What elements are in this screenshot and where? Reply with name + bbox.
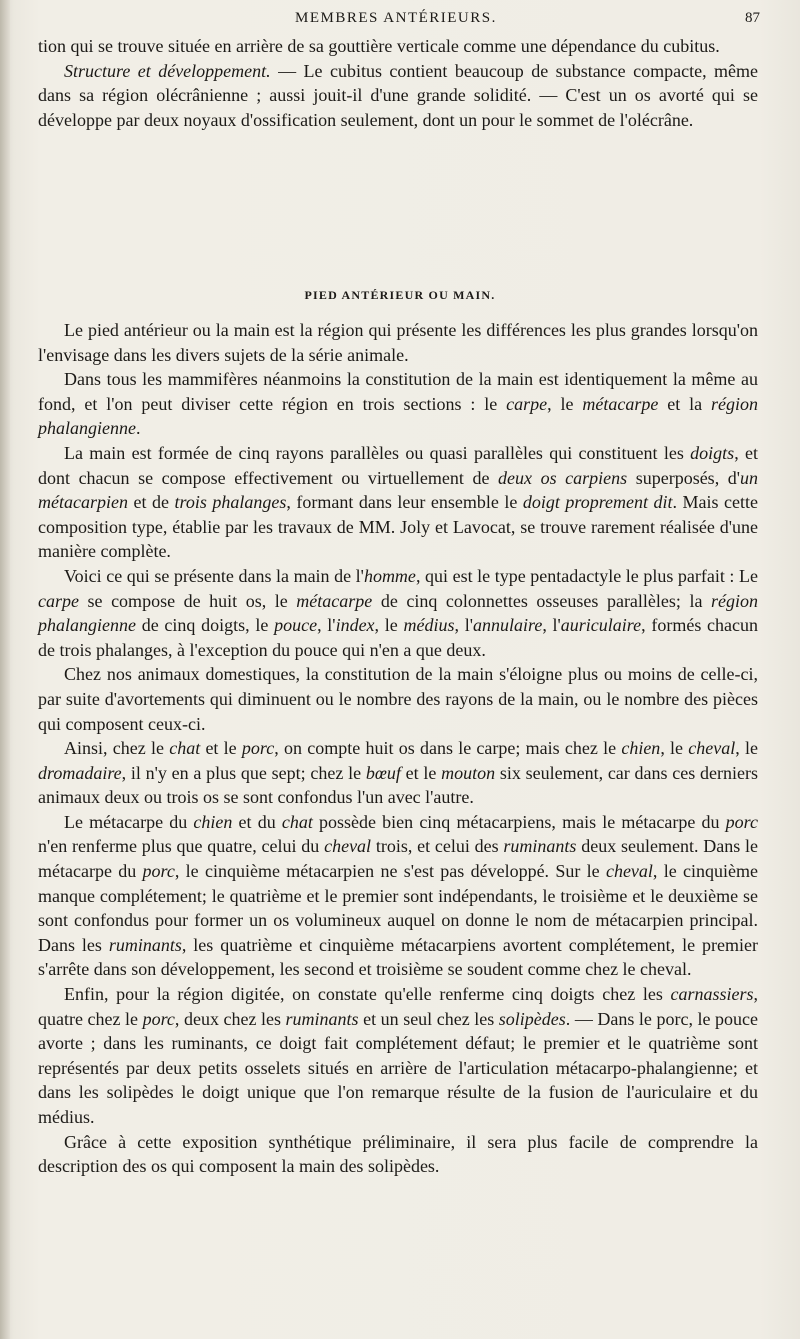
paragraph: Le métacarpe du chien et du chat possède bien cinq métacarpiens, mais le métacarpe du porc n'en renferme plus que quatre, celui du cheval trois, et celui des ruminants deux seulement. Dans le métacarpe du porc, le cinquième métacarpien ne s'est pas développé. Sur le cheval, le cinquième manque complétement; le quatrième et le premier sont indépendants, le troisième et le deuxième se sont confondus pour former un os volumineux auquel on donne le nom de métacarpien principal. Dans les ruminants, les quatrième et cinquième métacarpiens avortent complétement, le premier s'arrête dans son développement, les second et troisième se soudent comme chez le cheval. [38, 811, 759, 980]
paragraph: Ainsi, chez le chat et le porc, on compte huit os dans le carpe; mais chez le chien, le cheval, le dromadaire, il n'y en a plus que sept; chez le bœuf et le mouton six seulement, car dans ces derniers animaux deux ou trois os se sont confondus l'un avec l'autre. [38, 738, 758, 808]
page-number: 87 [745, 10, 760, 26]
paragraph: Enfin, pour la région digitée, on constate qu'elle renferme cinq doigts chez les carnassiers, quatre chez le porc, deux chez les ruminants et un seul chez les solipèdes. — Dans le porc, le pouce avorte ; dans les ruminants, ce doigt fait complétement défaut; le premier et le quatrième sont représentés par deux petits osselets situés en arrière de l'articulation métacarpo-phalangienne; et dans les solipèdes le doigt unique que l'on remarque résulte de la fusion de l'auriculaire et du médius. [38, 984, 759, 1127]
paragraph-text: tion qui se trouve située en arrière de sa gouttière verticale comme une dépendance du cubitus. [38, 36, 720, 56]
paragraph: Grâce à cette exposition synthétique préliminaire, il sera plus facile de comprendre la description des os qui composent la main des solipèdes. [38, 1131, 758, 1177]
paragraph [38, 34, 758, 59]
paragraph: Voici ce qui se présente dans la main de l'homme, qui est le type pentadactyle le plus parfait : Le carpe se compose de huit os, le métacarpe de cinq colonnettes osseuses parallèles; la région phalangienne de cinq doigts, le pouce, l'index, le médius, l'annulaire, l'auriculaire, formés chacun de trois phalanges, à l'exception du pouce qui n'en a que deux. [38, 565, 759, 660]
intro-block [38, 34, 758, 132]
section-heading: PIED ANTÉRIEUR OU MAIN. [304, 288, 496, 302]
paragraph: Le pied antérieur ou la main est la région qui présente les différences les plus grandes lorsqu'on l'envisage dans les divers sujets de la série animale. [38, 320, 758, 365]
paragraph: Chez nos animaux domestiques, la constitution de la main s'éloigne plus ou moins de celle-ci, par suite d'avortements qui diminuent ou le nombre des rayons de la main, ou le nombre des pièces qui composent ceux-ci. [38, 664, 758, 734]
running-head [0, 10, 800, 32]
page-gutter [0, 0, 10, 1339]
running-title: MEMBRES ANTÉRIEURS. [295, 10, 497, 26]
subsection-label: Structure et développement. [64, 60, 271, 81]
paragraph [38, 59, 758, 133]
paragraph: Dans tous les mammifères néanmoins la constitution de la main est identiquement la même au fond, et l'on peut diviser cette région en trois sections : le carpe, le métacarpe et la région phalangienne. [38, 369, 759, 439]
paragraph-text: — Le cubitus contient beaucoup de substance compacte, même dans sa région olécrânienne ; aussi jouit-il d'une grande solidité. — C'est un os avorté qui se développe par deux noyaux d'ossification seulement, dont un pour le sommet de l'olécrâne. [38, 60, 758, 130]
paragraph: La main est formée de cinq rayons parallèles ou quasi parallèles qui constituent les doigts, et dont chacun se compose effectivement ou virtuellement de deux os carpiens superposés, d'un métacarpien et de trois phalanges, formant dans leur ensemble le doigt proprement dit. Mais cette composition type, établie par les travaux de MM. Joly et Lavocat, se trouve rarement réalisée d'une manière complète. [38, 442, 759, 562]
body-text [38, 318, 758, 1179]
